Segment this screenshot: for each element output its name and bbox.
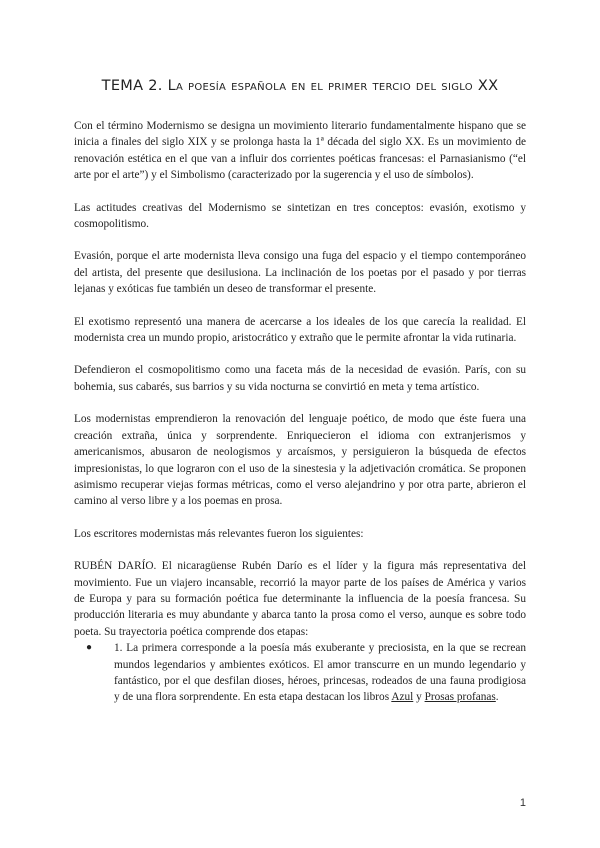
paragraph-escritores: Los escritores modernistas más relevantes fueron los siguientes: — [74, 527, 364, 540]
stage-connector: y — [413, 691, 425, 704]
paragraph-actitudes: Las actitudes creativas del Modernismo se sintetizan en tres conceptos: evasión, exotismo y cosmopolitismo. — [74, 201, 526, 231]
page-title: TEMA 2. La poesía española en el primer tercio del siglo XX — [101, 78, 499, 94]
book-title-prosas-profanas: Prosas profanas — [424, 691, 496, 704]
paragraph-lenguaje: Los modernistas emprendieron la renovación del lenguaje poético, de modo que éste fuera una creación extraña, única y sorprendente. Enriquecieron el idioma con extranjerismos y americanismos, abusaron de neologismos y arcaísmos, y persiguieron la búsqueda de efectos impresionistas, lo que lograron con el uso de la sinestesia y la adjetivación cromática. Se proponen asimismo recuperar viejas formas métricas, como el verso alejandrino y por otra parte, abrieron el camino al verso libre y a los poemas en prosa. — [74, 413, 526, 508]
paragraph-cosmopolitismo: Defendieron el cosmopolitismo como una faceta más de la necesidad de evasión. París, con su bohemia, sus cabarés, sus barrios y su vida nocturna se convirtió en meta y tema artístico. — [74, 364, 526, 393]
list-item — [86, 640, 526, 706]
stage-text: 1. La primera corresponde a la poesía más exuberante y preciosista, en la que se recrean mundos legendarios y ambientes exóticos. El amor transcurre en un mundo legendario y fantástico, por el que desfilan dioses, héroes, princesas, rodeados de una fauna prodigiosa y de una flora sorprendente. En esta etapa destacan los libros — [114, 642, 526, 704]
page-number: 1 — [519, 797, 526, 809]
book-title-azul: Azul — [391, 691, 414, 704]
paragraph-ruben-dario: RUBÉN DARÍO. El nicaragüense Rubén Darío es el líder y la figura más representativa del movimiento. Fue un viajero incansable, recorrió la mayor parte de los países de América y varios de Europa y para su formación poética fue determinante la influencia de la poesía francesa. Su producción literaria es muy abundante y abarca tanto la prosa como el verso, aunque es sobre todo poeta. Su trayectoria poética comprende dos etapas: — [74, 560, 526, 638]
stages-list — [74, 640, 526, 706]
bullet-icon: ● — [86, 642, 93, 654]
paragraph-evasion: Evasión, porque el arte modernista lleva consigo una fuga del espacio y el tiempo contemporáneo del artista, del presente que desilusiona. La inclinación de los poetas por el pasado y por tierras lejanas y exóticas fue también un deseo de transformar el presente. — [74, 250, 526, 296]
stage-end: . — [495, 691, 499, 704]
paragraph-exotismo: El exotismo representó una manera de acercarse a los ideales de los que carecía la realidad. El modernista crea un mundo propio, aristocrático y extraño que le permite afrontar la vida rutinaria. — [74, 315, 526, 345]
paragraph-modernismo-intro: Con el término Modernismo se designa un movimiento literario fundamentalmente hispano que se inicia a finales del siglo XIX y se prolonga hasta la 1ª década del siglo XX. Es un movimiento de renovación estética en el que van a influir dos corrientes poéticas francesas: el Parnasianismo (“el arte por el arte”) y el Simbolismo (caracterizado por la sugerencia y el uso de símbolos). — [74, 120, 526, 182]
document-body — [74, 118, 526, 706]
